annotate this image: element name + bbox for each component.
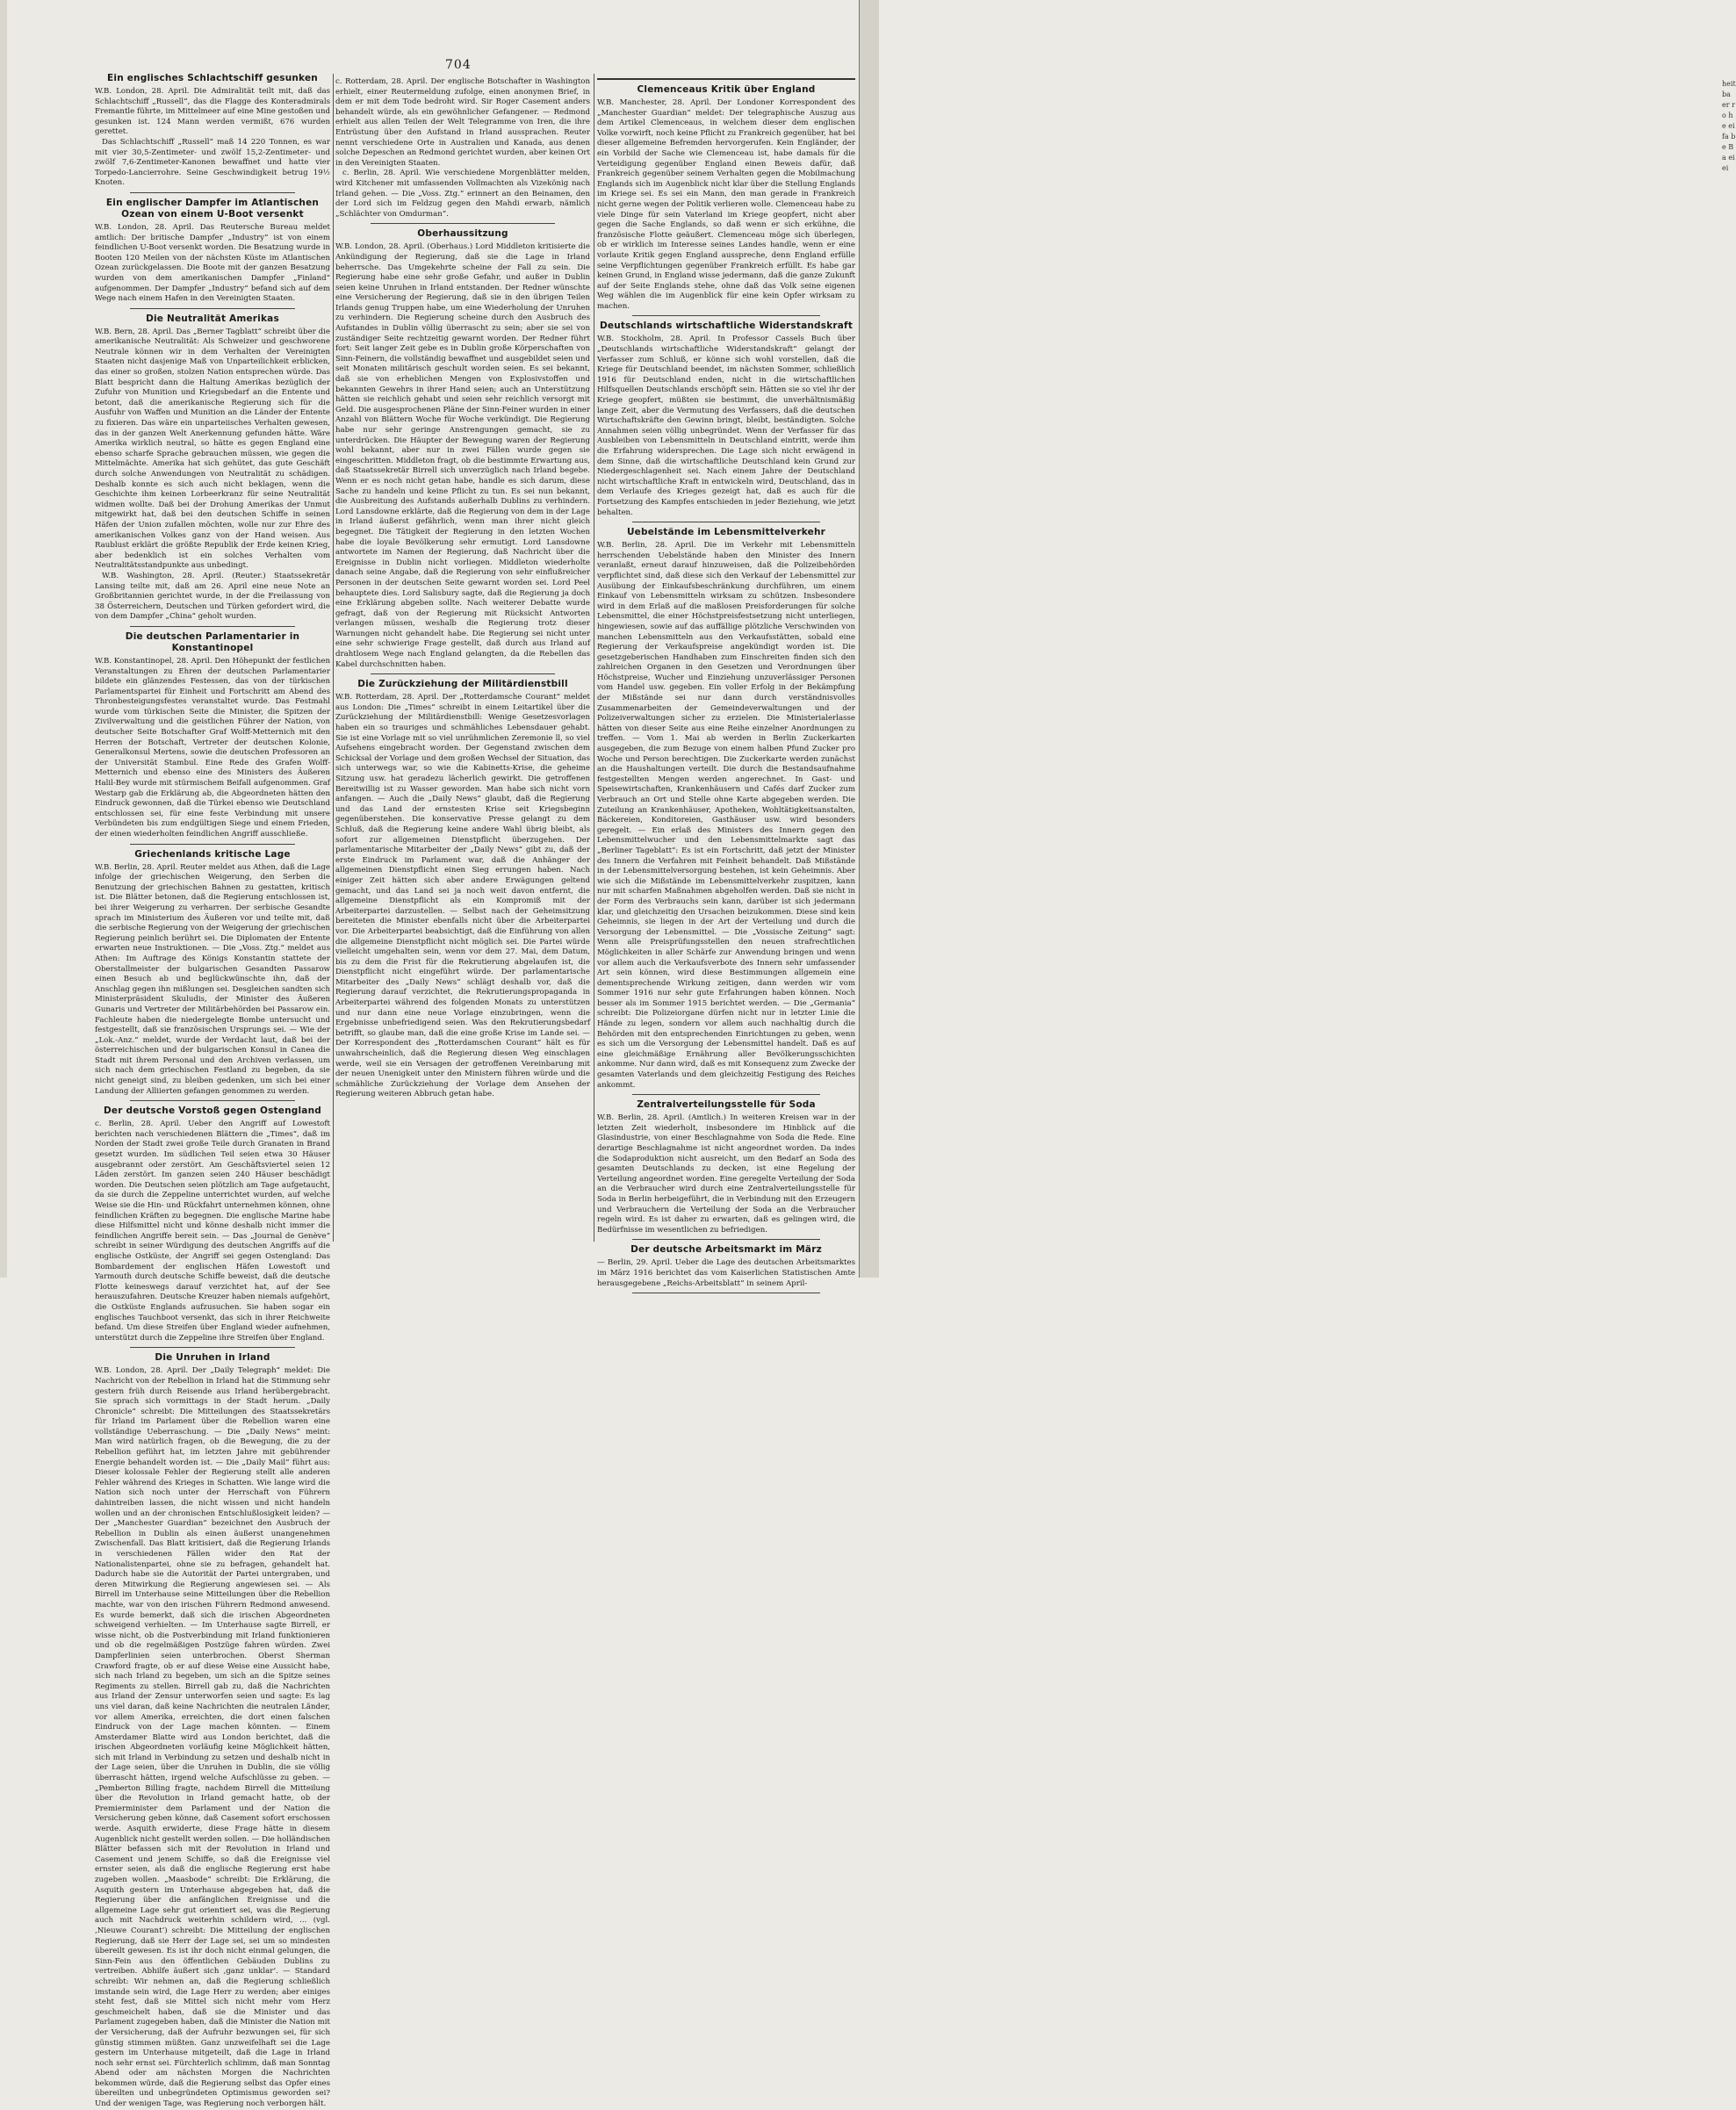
paragraph: W.B. Bern, 28. April. Das „Berner Tagblatt“ schreibt über die amerikanische Neutralität: Als Schweizer und geschworene Neutrale können wir in dem Verhalten der Vereinigten Staaten nicht dasjenige Maß von Unparteilichkeit erblicken, das einer so großen, stolzen Nation entsprechen würde. Das Blatt bespricht dann die Haltung Amerikas bezüglich der Zufuhr von Munition und Kriegsbedarf an die Entente und betont, daß die amerikanische Regierung sich für die Ausfuhr von Waffen und Munition an die Länder der Entente zu fixieren. Das wäre ein unparteiisches Verhalten gewesen, das in der ganzen Welt Anerkennung gefunden hätte. Wäre Amerika wirklich neutral, so hätte es gegen England eine ebenso scharfe Sprache gebrauchen müssen, wie gegen die Mittelmächte. Amerika hat sich gehütet, das gute Geschäft durch solche Anwendungen von Neutralität zu schädigen. Deshalb konnte es sich auch nicht beklagen, wenn die Geschichte ihm keinen Lorbeerkranz für seine Neutralität widmen wollte. Daß bei der Drohung Amerikas der Unmut mitgewirkt hat, daß bei den deutschen Schiffe in seinen Häfen der Union zufallen möchten, wolle nur zur Ehre des amerikanischen Volkes ganz von der Hand weisen. Aus Raublust erklärt die größte Republik der Erde keinen Krieg, aber bedenklich ist ein solches Verhalten vom Neutralitätsstandpunkte aus unbedingt. — [95, 327, 330, 571]
article-headline: Die deutschen Parlamentarier in Konstantinopel — [125, 630, 300, 653]
article — [95, 73, 330, 189]
paragraph: c. Berlin, 28. April. Ueber den Angriff auf Lowestoft berichten nach verschiedenen Blättern die „Times“, daß im Norden der Stadt zwei große Teile durch Granaten in Brand gesetzt wurden. Im südlichen Teil seien etwa 30 Häuser ausgebrannt oder zerstört. Am Geschäftsviertel seien 12 Läden zerstört. Im ganzen seien 240 Häuser beschädigt worden. Die Deutschen seien plötzlich am Tage aufgetaucht, da sie durch die Zeppeline unterrichtet wurden, auf welche Weise sie die Hin- und Rückfahrt unternehmen können, ohne feindlichen Kräften zu begegnen. Die englische Marine habe diese Hilfsmittel nicht und könne deshalb nicht immer die feindlichen Angriffe bereit sein. — Das „Journal de Genève“ schreibt in seiner Würdigung des deutschen Angriffs auf die englische Ostküste, der Angriff sei gegen Ostengland: Das Bombardement der englischen Häfen Lowestoft und Yarmouth durch deutsche Schiffe beweist, daß die deutsche Flotte keineswegs darauf verzichtet hat, auf der See herauszufahren. Deutsche Kreuzer haben niemals aufgehört, die Ostküste Englands aufzusuchen. Sie haben sogar ein englisches Tauchboot versenkt, das sich in ihrer Reichweite befand. Um diese Streifen über England wieder aufnehmen, unterstützt durch die Zeppeline ihre Streifen über England. — [95, 1120, 330, 1343]
divider — [130, 192, 295, 193]
article — [597, 320, 855, 518]
article-headline: Deutschlands wirtschaftliche Widerstandskraft — [599, 320, 854, 332]
article-headline: Griechenlands kritische Lage — [134, 848, 291, 860]
article-headline: Uebelstände im Lebensmittelverkehr — [626, 527, 826, 538]
divider — [130, 1100, 295, 1101]
article-body — [597, 1113, 855, 1235]
article — [95, 1352, 330, 2109]
divider — [130, 844, 295, 845]
paragraph: W.B. London, 28. April. Der „Daily Telegraph“ meldet: Die Nachricht von der Rebellion in Irland hat die Stimmung sehr gestern früh durch Reisende aus Irland herübergebracht. Sie sprach sich vormittags in der Stadt herum. „Daily Chronicle“ schreibt: Die Mitteilungen des Staatssekretärs für Irland im Parlament über die Rebellion waren eine vollständige Ueberraschung. — Die „Daily News“ meint: Man wird natürlich fragen, ob die Bewegung, die zu der Rebellion geführt hat, im letzten Jahre mit gebührender Energie behandelt worden ist. — Die „Daily Mail“ führt aus: Dieser kolossale Fehler der Regierung stellt alle anderen Fehler während des Krieges in Schatten. Wie lange wird die Nation sich noch unter der Herrschaft von Führern dahintreiben lassen, die nicht wissen und nicht handeln wollen und an der chronischen Entschlußlosigkeit leiden? — Der „Manchester Guardian“ bezeichnet den Ausbruch der Rebellion in Dublin als einen äußerst unangenehmen Zwischenfall. Das Blatt kritisiert, daß die Regierung Irlands in verschiedenen Fällen wider den Rat der Nationalistenpartei, ohne sie zu befragen, gehandelt hat. Dadurch habe sie die Autorität der Partei untergraben, und deren Mitwirkung die Regierung angewiesen sei. — Als Birrell im Unterhause seine Mitteilungen über die Rebellion machte, war von den irischen Führern Redmond anwesend. Es wurde bemerkt, daß sich die irischen Abgeordneten schweigend verhielten. — Im Unterhause sagte Birrell, er wisse nicht, ob die Postverbindung mit Irland funktionieren und ob die regelmäßigen Postzüge fahren würden. Zwei Dampferlinien seien unterbrochen. Oberst Sherman Crawford fragte, ob er auf diese Weise eine Aussicht habe, sich nach Irland zu begeben, um sich an die Spitze seines Regiments zu stellen. Birrell gab zu, daß die Nachrichten aus Irland der Zensur unterworfen seien und sagte: Es lag uns viel daran, daß keine Nachrichten die neutralen Länder, vor allem Amerika, erreichten, die dort einen falschen Eindruck von der Lage machen könnten. — Einem Amsterdamer Blatte wird aus London berichtet, daß die irischen Abgeordneten vorläufig keine Möglichkeit hätten, sich mit Irland in Verbindung zu setzen und deshalb nicht in der Lage seien, über die Unruhen in Dublin, die sie völlig überrascht hätten, irgend welche Aufschlüsse zu geben. — „Pemberton Billing fragte, nachdem Birrell die Mitteilung über die Revolution in Irland gemacht hatte, ob der Premierminister dem Parlament und der Nation die Versicherung geben könne, daß Casement sofort erschossen werde. Asquith erwiderte, diese Frage hätte in diesem Augenblick nicht gestellt werden sollen. — Die holländischen Blätter befassen sich mit der Revolution in Irland und Casement und jenem Schiffe, so daß die Ereignisse viel ernster seien, als daß die englische Regierung erst habe zugeben wollen. „Maasbode“ schreibt: Die Erklärung, die Asquith gestern im Unterhause abgegeben hat, daß die Regierung über die anfänglichen Ereignisse und die allgemeine Lage sehr gut orientiert sei, was die Regierung auch mit Nachdruck weiterhin schildern wird, ... (vgl. ‚Nieuwe Courant‘) schreibt: Die Mitteilung der englischen Regierung, daß sie Herr der Lage sei, sei um so mindesten übereilt gewesen. Es ist ihr doch nicht einmal gelungen, die Sinn-Fein aus den öffentlichen Gebäuden Dublins zu vertreiben. Abhilfe äußert sich ‚ganz unklar‘. — Standard schreibt: Wir nehmen an, daß die Regierung schließlich imstande sein wird, die Lage Herr zu werden; aber einiges steht fest, daß sie Mittel sich nicht mehr vom Herz geschmeichelt haben, daß sie die Minister und das Parlament zugegeben haben, daß die Minister die Nation mit der Versicherung, daß der Aufruhr bezwungen sei, für sich günstig stimmen müßten. Ganz unzweifelhaft sei die Lage gestern im Unterhause mitgeteilt, daß die Lage in Irland noch sehr ernst sei. Fürchterlich schlimm, daß man Sonntag Abend oder am nächsten Morgen die Nachrichten bekommen würde, daß die Regierung selbst das Opfer eines übereilten und unbegründeten Optimismus geworden sei? Und der wenigen Tage, was Regierung noch verborgen hält. — [95, 1366, 330, 2109]
article — [597, 1244, 855, 1289]
column-rule — [333, 74, 334, 1242]
article-body — [95, 1120, 330, 1343]
article — [95, 313, 330, 623]
article — [95, 198, 330, 305]
article-body — [95, 863, 330, 1098]
article-body — [95, 657, 330, 840]
article-headline: Der deutsche Vorstoß gegen Ostengland — [104, 1105, 321, 1117]
article — [95, 631, 330, 840]
article-body — [95, 1366, 330, 2109]
page-number: 704 — [445, 58, 472, 72]
paragraph: W.B. Konstantinopel, 28. April. Den Höhepunkt der festlichen Veranstaltungen zu Ehren der deutschen Parlamentarier bildete ein glänzendes Festessen, das von der türkischen Parlamentspartei für Einheit und Fortschritt am Abend des Thronbesteigungsfestes veranstaltet wurde. Das Festmahl wurde vom türkischen Seite die Minister, die Spitzen der Zivilverwaltung und die geistlichen Führer der Nation, von deutscher Seite Botschafter Graf Wolff-Metternich mit den Herren der Botschaft, Vertreter der deutschen Kolonie, Generalkonsul Mertens, sowie die deutschen Professoren an der Universität Stambul. Eine Rede des Grafen Wolff-Metternich und ebenso eine des Ministers des Äußeren Halil-Bey wurde mit stürmischem Beifall aufgenommen. Graf Westarp gab die Erklärung ab, die Abgeordneten hätten den Eindruck gewonnen, daß die Türkei ebenso wie Deutschland entschlossen sei, für eine feste Verbindung mit unsere Verbündeten bis zum endgültigen Siege und einem Frieden, der einen wiederholten feindlichen Angriff ausschließe. — [95, 656, 330, 839]
article-body — [597, 335, 855, 518]
divider — [371, 223, 555, 224]
article-body — [95, 87, 330, 189]
page-gutter-right — [859, 0, 1736, 1278]
paragraph: W.B. Rotterdam, 28. April. Der „Rotterdamsche Courant“ meldet aus London: Die „Times“ schreibt in einem Leitartikel über die Zurückziehung der Militärdienstbill: Wenige Gesetzesvorlagen haben ein so trauriges und schmähliches Lebensdauer gehabt. Sie ist eine Vorlage mit so viel unrühmlichen Zeremonie ll, so viel Aufsehens eingebracht worden. Der Gegenstand zwischen dem Schicksal der Vorlage und dem großen Wechsel der Situation, das sich unterwegs war, so wie die Kabinetts-Krise, die geheime Sitzung usw. hat geradezu lächerlich gewirkt. Die getroffenen Bereitwillig ist zu Wasser geworden. Man habe sich nicht vorn anfangen. — Auch die „Daily News“ glaubt, daß die Regierung und das Land der ernstesten Krise seit Kriegsbeginn gegenüberstehen. Die konservative Presse gelangt zu dem Schluß, daß die Regierung keine andere Wahl übrig bleibt, als sofort zur allgemeinen Dienstpflicht überzugehen. Der parlamentarische Mitarbeiter der „Daily News“ gibt zu, daß der erste Eindruck im Parlament war, daß die Anhänger der allgemeinen Dienstpflicht einen Sieg errungen haben. Nach einiger Zeit hätten sich aber andere Erwägungen geltend gemacht, und das Land sei ja noch weit davon entfernt, die allgemeine Dienstpflicht als ein Kompromiß mit der Arbeiterpartei darzustellen. — Selbst nach der Geheimsitzung bereiteten die Minister ebenfalls nicht über die Arbeiterpartei vor. Die Arbeiterpartei beabsichtigt, daß die Einführung von allen die allgemeine Dienstpflicht nicht möglich sei. Die Partei würde vielleicht umgehalten sein, wenn vor dem 27. Mai, dem Datum, bis zu dem die Frist für die Rekrutierung abgelaufen ist, die Dienstpflicht nicht eingeführt würde. Der parlamentarische Mitarbeiter des „Daily News“ schlägt deshalb vor, daß die Regierung darauf verzichtet, die Rekrutierungspropaganda in Arbeiterpartei während des folgenden Monats zu unterstützen und nur dann eine neue Vorlage einzubringen, wenn die Ergebnisse unbefriedigend seien. Was den Rekrutierungsbedarf betrifft, so glaube man, daß die eine große Krise im Lande sei. — Der Korrespondent des „Rotterdamschen Courant“ hält es für unwahrscheinlich, daß die Regierung diesen Weg einschlagen werde, weil sie ein Versagen der getroffenen Vereinbarung mit der neuen Unenigkeit unter den Ministern führen würde und die schmähliche Zurückziehung der Vorlage dem Ansehen der Regierung weiteren Abbruch getan habe. — [335, 693, 590, 1099]
article-body — [597, 541, 855, 1091]
article-headline: Die Zurückziehung der Militärdienstbill — [357, 679, 568, 690]
paragraph: Das Schlachtschiff „Russell“ maß 14 220 Tonnen, es war mit vier 30,5-Zentimeter- und zwölf 15,2-Zentimeter- und zwölf 7,6-Zentimeter-Kanonen bewaffnet und hatte vier Torpedo-Lancierrohre. Seine Geschwindigkeit betrug 19½ Knoten. — [95, 137, 330, 188]
divider — [130, 626, 295, 627]
page-gutter-left — [0, 0, 7, 1278]
paragraph: — Berlin, 29. April. Ueber die Lage des deutschen Arbeitsmarktes im März 1916 berichtet das vom Kaiserlichen Statistischen Amte herausgegebene „Reichs-Arbeitsblatt“ in seinem April- — [597, 1258, 855, 1288]
divider — [632, 1239, 820, 1240]
article-body — [95, 328, 330, 623]
paragraph: W.B. Manchester, 28. April. Der Londoner Korrespondent des „Manchester Guardian“ meldet: Der telegraphische Auszug aus dem Artikel Clemenceaus, in welchem dieser dem englischen Volke vorwirft, noch keine Pflicht zu Frankreich gegenüber, hat bei dieser allgemeine Befremden hervorgerufen. Kein Engländer, der ein Vorbild der Sache wie Clemenceau ist, habe damals für die Verteidigung gegenüber England einen Beweis dafür, daß Frankreich gegenüber seinem Verhalten gegen die Mobilmachung Englands sich im Augenblick nicht klar über die Stellung Englands im Kriege sei. Es sei ein Mann, den man gerade in Frankreich nicht gerne wegen der Politik verlieren wolle. Clemenceau habe zu viele Dinge für sein Vaterland im Kriege geopfert, nicht aber gegen die Sache Englands, so daß wenn er sich erkühne, die französische Flotte geäußert. Clemenceau möge sich überlegen, ob er wirklich im Interesse seines Landes handle, wenn er eine vorlaute Kritik gegen England ausspreche, denn England erfülle seine Verpflichtungen gegenüber Frankreich erfüllt. Es habe gar keinen Grund, in England wisse jedermann, daß die ganze Zukunft auf der Seite Englands stehe, ohne daß das Volk seine eigenen Weg wählen die im Augenblick für eine kein Opfer wirksam zu machen. — [597, 98, 855, 311]
divider — [371, 673, 555, 674]
article — [597, 84, 855, 312]
paragraph: W.B. Washington, 28. April. (Reuter.) Staatssekretär Lansing teilte mit, daß am 26. April eine neue Note an Großbritannien gerichtet wurde, in der die Freilassung von 38 Österreichern, Deutschen und Türken gefordert wird, die von dem Dampfer „China“ geholt wurden. — [95, 571, 330, 622]
divider — [130, 308, 295, 309]
article — [335, 228, 590, 670]
column-2 — [335, 77, 590, 1241]
article-headline: Oberhaussitzung — [417, 228, 508, 240]
article-headline: Der deutsche Arbeitsmarkt im März — [630, 1244, 822, 1256]
article-body — [597, 1258, 855, 1289]
article — [335, 679, 590, 1100]
article-headline: Ein englisches Schlachtschiff gesunken — [107, 73, 318, 83]
article-body — [335, 693, 590, 1100]
paragraph: c. Berlin, 28. April. Wie verschiedene Morgenblätter melden, wird Kitchener mit umfassenden Vollmachten als Vizekönig nach Irland gehen. — Die „Voss. Ztg.“ erinnert an den Beinamen, den der Lord sich im Feldzug gegen den Mahdi erwarb, nämlich „Schlächter von Omdurman“. — [335, 169, 590, 219]
article — [597, 1099, 855, 1235]
paragraph: W.B. Stockholm, 28. April. In Professor Cassels Buch über „Deutschlands wirtschaftliche Widerstandskraft“ gelangt der Verfasser zum Schluß, er könne sich wohl vorstellen, daß die Kriege für Deutschland beendet, im nächsten Sommer, schließlich 1916 für Deutschland enden, nicht in die wirtschaftlichen Hilfsquellen Deutschlands erschöpft sein. Hätten sie so viel ihr der Kriege geopfert, müßten sie bestimmt, die unverhältnismäßig lange Zeit, aber die Vermutung des Verfassers, daß die deutschen Wirtschaftskräfte den Gewinn bringt, bleibt, beständigten. Solche Annahmen seien völlig unbegründet. Wenn der Verfasser für das Ausbleiben von Lebensmitteln in Deutschland eintritt, werde ihm die Erfahrung widersprechen. Die Lage sich nicht erwägend in dem Sinne, daß die wirtschaftliche Deutschland kein Grund zur Niedergeschlagenheit sei. Nach einem Jahre der Deutschland nicht wirtschaftliche Kraft in entwickeln wird, Deutschland, das in dem Verlaufe des Krieges gezeigt hat, daß es auch für die Fortsetzung des Kampfes entschieden in jeder Beziehung, wie jetzt behalten. — [597, 335, 855, 517]
article-continuation — [335, 77, 590, 220]
paragraph: W.B. London, 28. April. Die Admiralität teilt mit, daß das Schlachtschiff „Russell“, das die Flagge des Konteradmirals Fremantle führte, im Mittelmeer auf eine Mine gestoßen und gesunken ist. 124 Mann werden vermißt, 676 wurden gerettet. — [95, 87, 330, 137]
article — [95, 849, 330, 1098]
article-body — [95, 223, 330, 305]
paragraph: W.B. London, 28. April. (Oberhaus.) Lord Middleton kritisierte die Ankündigung der Regierung, daß sie die Lage in Irland beherrsche. Das Umgekehrte scheine der Fall zu sein. Die Regierung habe eine sehr große Gefahr, und außer in Dublin seien keine Unruhen in Irland entstanden. Der Redner wünschte eine Versicherung der Regierung, daß sie in den übrigen Teilen Irlands genug Truppen habe, um eine Wiederholung der Unruhen zu verhindern. Die Regierung scheine durch den Ausbruch des Aufstandes in Dublin völlig überrascht zu sein; aber sie sei von zuständiger Seite rechtzeitig gewarnt worden. Der Redner führt fort: Seit langer Zeit gebe es in Dublin große Körperschaften von Sinn-Feinern, die vollständig bewaffnet und ausgebildet seien und seit Monaten militärisch geschult worden seien. Es sei bekannt, daß sie von erheblichen Mengen von Explosivstoffen und bekannten Gewehrs in ihrer Hand seien; auch an Unterstützung hätten sie reichlich gehabt und seien sehr reichlich versorgt mit Geld. Die ausgesprochenen Pläne der Sinn-Feiner wurden in einer Anzahl von Blättern Woche für Woche verkündigt. Die Regierung habe nur sehr geringe Anstrengungen gemacht, sie zu unterdrücken. Die Häupter der Bewegung waren der Regierung wohl bekannt, aber nur in zwei Fällen wurde gegen sie eingeschritten. Middleton fragt, ob die bestimmte Erwartung aus, daß Staatssekretär Birrell sich unverzüglich nach Irland begebe. Wenn er es noch nicht getan habe, handle es sich darum, diese Sache zu handeln und keine Pflicht zu tun. Es sei nun bekannt, die Ausbreitung des Aufstands außerhalb Dublins zu verhindern. Lord Lansdowne erklärte, daß die Regierung von dem in der Lage in Irland äußerst gefährlich, wenn man ihrer nicht gleich begegnet. Die Tätigkeit der Regierung in den letzten Wochen habe die loyale Bevölkerung sehr ermutigt. Lord Lansdowne antwortete im Namen der Regierung, daß Nachricht über die Ereignisse in Dublin nicht vorliegen. Middleton wiederholte danach seine Angabe, daß die Regierung von sehr einflußreicher Personen in der deutschen Seite gewarnt worden sei. Lord Peel behauptete dies. Lord Salisbury sagte, daß die Regierung ja doch eine Erklärung abgeben sollte. Nach weiterer Debatte wurde gefragt, daß von der Regierung mit Rücksicht Antworten verlangen müssen, weshalb die Regierung trotz dieser Warnungen nicht gehandelt habe. Die Regierung sei nicht unter eine sehr schwierige Frage gestellt, daß durch aus Irland auf drahtlosem Wege nach England gelangten, da die Rebellen das Kabel durchschnitten haben. — [335, 242, 590, 669]
paragraph: W.B. Berlin, 28. April. Reuter meldet aus Athen, daß die Lage infolge der griechischen Weigerung, den Serben die Benutzung der griechischen Bahnen zu gestatten, kritisch ist. Die Blätter betonen, daß die Regierung entschlossen ist, bei ihrer Weigerung zu verharren. Der serbische Gesandte sprach im Ministerium des Äußeren vor und teilte mit, daß die serbische Regierung von der Weigerung der griechischen Regierung peinlich berührt sei. Die Diplomaten der Entente erwarten neue Instruktionen. — Die „Voss. Ztg.“ meldet aus Athen: Im Auftrage des Königs Konstantin stattete der Oberstallmeister der bulgarischen Gesandten Passarow einen Besuch ab und beglückwünschte ihn, daß der Anschlag gegen ihn mißlungen sei. Desgleichen sandten sich Ministerpräsident Skuludis, der Minister des Äußeren Gunaris und Vertreter der Militärbehörden bei Passarow ein. Fachleute haben die niedergelegte Bombe untersucht und festgestellt, daß sie französischen Ursprungs sei. — Wie der „Lok.-Anz.“ meldet, wurde der Verdacht laut, daß bei der österreichischen und der bulgarischen Konsul in Canea die Stadt mit ihrem Personal und den Archiven verlassen, um sich nach dem griechischen Festland zu begeben, da sie nicht geneigt sind, zu bleiben gedenken, um sich bei einer Landung der Alliierten gefangen genommen zu werden. — [95, 862, 330, 1096]
adjacent-page-fragments: heit ba er ro he ei fa be Ba ei ei — [1722, 80, 1736, 172]
article-body — [597, 98, 855, 312]
article — [95, 1105, 330, 1343]
article — [597, 527, 855, 1091]
article-headline: Clemenceaus Kritik über England — [637, 84, 816, 95]
article-body — [335, 242, 590, 670]
article-headline: Die Neutralität Amerikas — [146, 313, 279, 324]
divider — [632, 315, 820, 316]
column-3 — [597, 74, 855, 1288]
divider — [597, 78, 855, 80]
article-headline: Zentralverteilungsstelle für Soda — [637, 1099, 816, 1111]
divider — [632, 1094, 820, 1095]
paragraph: W.B. Berlin, 28. April. (Amtlich.) In weiteren Kreisen war in der letzten Zeit wiederholt, insbesondere im Hinblick auf die Glasindustrie, von einer Beschlagnahme von Soda die Rede. Eine derartige Beschlagnahme ist nicht angeordnet worden. Da indes die Sodaproduktion nicht ausreicht, um den Bedarf an Soda des gesamten Deutschlands zu decken, ist eine Regelung der Verteilung angeordnet worden. Eine geregelte Verteilung der Soda an die Verbraucher wird durch eine Zentralverteilungsstelle für Soda in Berlin herbeigeführt, die in Verbindung mit den Erzeugern und Verbrauchern die Verteilung der Soda an die Verbraucher regeln wird. Es ist daher zu erwarten, daß es gelingen wird, die Bedürfnisse im wesentlichen zu befriedigen. — [597, 1113, 855, 1235]
paragraph: W.B. Berlin, 28. April. Die im Verkehr mit Lebensmitteln herrschenden Uebelstände haben den Minister des Innern veranlaßt, erneut darauf hinzuweisen, daß die Polizeibehörden verpflichtet sind, daß diese sich den Verkauf der Lebensmittel zur Ausübung der Einkaufsbeschränkung durchführen, um einem Einkauf von Lebensmitteln wirksam zu schützen. Insbesondere wird in dem Erlaß auf die maßlosen Preisforderungen für solche Lebensmittel, die einer Höchstpreisfestsetzung nicht unterliegen, hingewiesen, sowie auf das auffällige plötzliche Verschwinden von manchen Lebensmitteln aus den Verkaufsstätten, sobald eine Regierung der Verkaufspreise angekündigt worden ist. Die gesetzgeberischen Handhaben zum Einschreiten finden sich den zahlreichen Organen in den Gesetzen und Verordnungen über Höchstpreise, Wucher und Einziehung unzuverlässiger Personen vom Handel usw. gegeben. Ein voller Erfolg in der Bekämpfung der Mißstände sei nur dann durch verständnisvolles Zusammenarbeiten der Gemeindeverwaltungen und der Polizeiverwaltungen sicher zu erzielen. Die Ministerialerlasse hätten von dieser Seite aus eine Reihe einzelner Anordnungen zu treffen. — Vom 1. Mai ab werden in Berlin Zuckerkarten ausgegeben, die zum Bezuge von einem halben Pfund Zucker pro Woche und Person berechtigen. Die Zuckerkarte werden zunächst an die Haushaltungen verteilt. Die durch die Bestandsaufnahme festgestellten Mengen werden angerechnet. In Gast- und Speisewirtschaften, Krankenhäusern und Cafés darf Zucker zum Verbrauch an Ort und Stelle ohne Karte abgegeben werden. Die Zuteilung an Krankenhäuser, Apotheken, Wohltätigkeitsanstalten, Bäckereien, Konditoreien, Gasthäuser usw. wird besonders geregelt. — Ein erlaß des Ministers des Innern gegen den Lebensmittelwucher und den Lebensmittelmarkte sagt das „Berliner Tageblatt“: Es ist ein Fortschritt, daß jetzt der Minister des Innern die Verfahren mit Feinheit behandelt. Daß Mißstände in der Lebensmittelversorgung bestehen, ist kein Geheimnis. Aber wie sich die Mißstände im Lebensmittelverkehr zuspitzen, kann nur mit scharfen Maßnahmen abgeholfen werden. Daß sie nicht in der Form des Verbrauchs sein kann, darüber ist sich jedermann klar, und gleichzeitig den Ursachen beizukommen. Diese sind kein Geheimnis, sie liegen in der Art der Verteilung und durch die Versorgung der Lebensmittel. — Die „Vossische Zeitung“ sagt: Wenn alle Preisprüfungsstellen den neuen strafrechtlichen Möglichkeiten in aller Schärfe zur Anwendung bringen und wenn vor allem auch die Verkaufsverbote des Innern sehr umfassender Art sein können, wird diese Bestimmungen allgemein eine dementsprechende Wirkung zeitigen, dann werden wir vom Sommer 1916 nur sehr gute Erfahrungen haben können. Noch besser als im Sommer 1915 berichtet werden. — Die „Germania“ schreibt: Die Polizeiorgane dürfen nicht nur in letzter Linie die Hände zu legen, sondern vor allem auch nachhaltig durch die Behörden mit den entsprechenden Einrichtungen zu geben, wenn es sich um die Versorgung der Lebensmittel handelt. Daß es auf eine gleichmäßige Ernährung aller Bevölkerungsschichten ankomme. Nur dann wird, daß es mit Konsequenz zum Zwecke der gesamten Vaterlands und dem gleichzeitig Festigung des Reiches ankommt. — [597, 541, 855, 1090]
paragraph: c. Rotterdam, 28. April. Der englische Botschafter in Washington erhielt, einer Reutermeldung zufolge, einen anonymen Brief, in dem er mit dem Tode bedroht wird. Sir Roger Casement anders behandelt würde, als ein gewöhnlicher Gefangener. — Redmond erhielt aus allen Teilen der Welt Telegramme von Iren, die ihre Entrüstung über den Aufstand in Irland aussprachen. Reuter nennt verschiedene Orte in Australien und Kanada, aus denen solche Depeschen an Redmond gerichtet wurden, aber keinen Ort in den Vereinigten Staaten. — [335, 77, 590, 168]
column-1 — [95, 68, 330, 2109]
article-headline: Die Unruhen in Irland — [155, 1352, 270, 1364]
divider — [130, 1347, 295, 1348]
paragraph: W.B. London, 28. April. Das Reutersche Bureau meldet amtlich: Der britische Dampfer „Industry“ ist von einem feindlichen U-Boot versenkt worden. Die Besatzung wurde in Booten 120 Meilen von der nächsten Küste im Atlantischen Ozean zurückgelassen. Die Boote mit der ganzen Besatzung wurden von dem amerikanischen Dampfer „Finland“ aufgenommen. Der Dampfer „Industry“ befand sich auf dem Wege nach einem Hafen in den Vereinigten Staaten. — [95, 222, 330, 304]
article-headline: Ein englischer Dampfer im Atlantischen Ozean von einem U-Boot versenkt — [105, 197, 320, 220]
